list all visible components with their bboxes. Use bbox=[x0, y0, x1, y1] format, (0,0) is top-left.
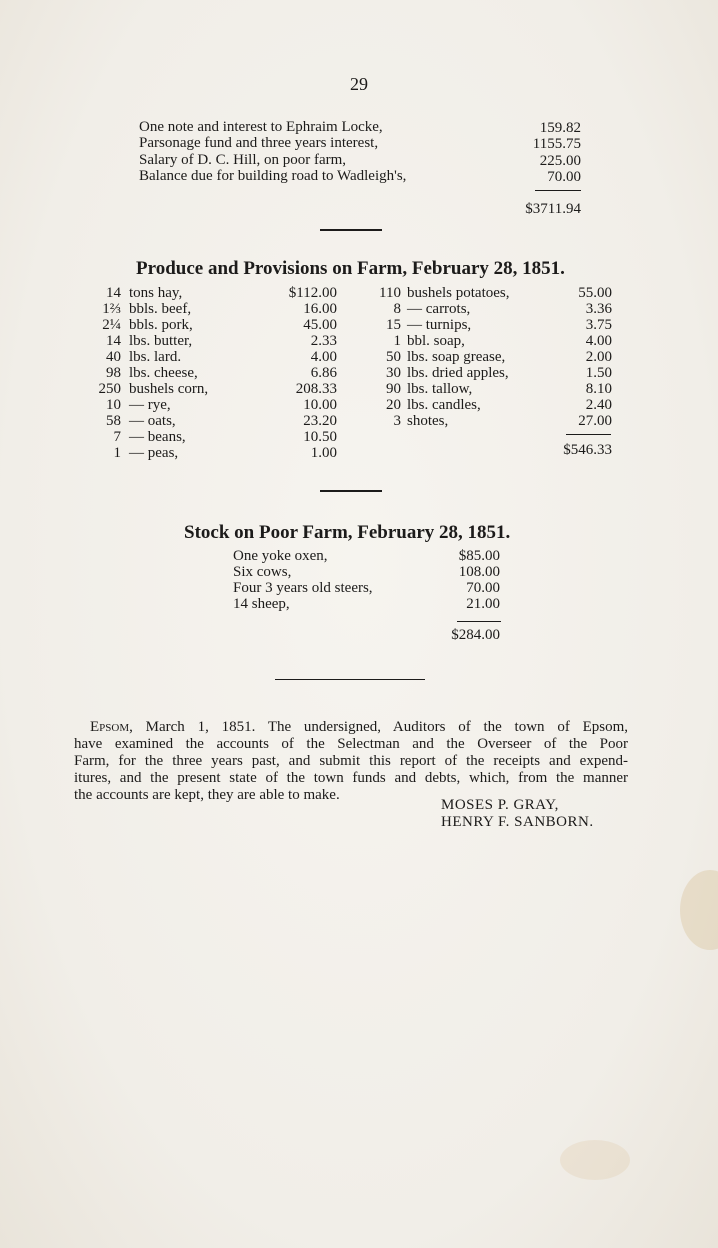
produce-qty: 1⅔ bbox=[102, 301, 121, 317]
statement-line: March 1, 1851. The undersigned, Auditors of the town of Epsom, bbox=[145, 719, 629, 735]
produce-label: — carrots, bbox=[407, 301, 471, 317]
stock-amount: 70.00 bbox=[466, 580, 500, 596]
produce-qty: 15 bbox=[386, 317, 401, 333]
produce-amount: 2.33 bbox=[310, 333, 337, 349]
account-label: Balance due for building road to Wadleigh's, bbox=[139, 168, 407, 184]
produce-amount: 2.40 bbox=[585, 397, 612, 413]
produce-amount: 1.00 bbox=[310, 445, 337, 461]
produce-amount: 6.86 bbox=[310, 365, 337, 381]
produce-qty: 8 bbox=[393, 301, 401, 317]
produce-amount: 16.00 bbox=[303, 301, 337, 317]
signature-name: MOSES P. GRAY, bbox=[441, 797, 559, 813]
section-divider bbox=[320, 490, 382, 492]
sum-rule bbox=[566, 434, 611, 435]
produce-label: lbs. lard. bbox=[129, 349, 182, 365]
produce-label: lbs. dried apples, bbox=[407, 365, 509, 381]
produce-qty: 250 bbox=[98, 381, 121, 397]
produce-amount: 27.00 bbox=[578, 413, 612, 429]
produce-amount: 2.00 bbox=[585, 349, 612, 365]
paper-stain bbox=[560, 1140, 630, 1180]
page-number: 29 bbox=[350, 74, 368, 94]
produce-label: lbs. cheese, bbox=[129, 365, 198, 381]
produce-qty: 58 bbox=[106, 413, 121, 429]
produce-amount: 8.10 bbox=[585, 381, 612, 397]
produce-amount: 4.00 bbox=[585, 333, 612, 349]
account-label: One note and interest to Ephraim Locke, bbox=[139, 119, 383, 135]
produce-qty: 110 bbox=[379, 285, 401, 301]
statement-place: Epsom, bbox=[90, 719, 133, 735]
produce-amount: 208.33 bbox=[295, 381, 337, 397]
stock-label: Six cows, bbox=[233, 564, 292, 580]
stock-label: 14 sheep, bbox=[233, 596, 290, 612]
produce-amount: 45.00 bbox=[303, 317, 337, 333]
produce-qty: 1 bbox=[113, 445, 121, 461]
produce-label: shotes, bbox=[407, 413, 449, 429]
signature-name: HENRY F. SANBORN. bbox=[441, 814, 594, 830]
produce-label: lbs. tallow, bbox=[407, 381, 473, 397]
produce-qty: 98 bbox=[106, 365, 121, 381]
stock-amount: 21.00 bbox=[466, 596, 500, 612]
statement-line: the accounts are kept, they are able to make. bbox=[74, 787, 340, 803]
stock-amount: $85.00 bbox=[458, 548, 500, 564]
produce-qty: 10 bbox=[106, 397, 121, 413]
section-divider bbox=[275, 679, 425, 680]
sum-rule bbox=[535, 190, 581, 191]
produce-amount: $112.00 bbox=[288, 285, 337, 301]
statement-line: have examined the accounts of the Selectman and the Overseer of the Poor bbox=[74, 736, 628, 752]
produce-label: bbl. soap, bbox=[407, 333, 465, 349]
produce-label: — rye, bbox=[129, 397, 171, 413]
sum-rule bbox=[457, 621, 501, 622]
produce-amount: 10.50 bbox=[303, 429, 337, 445]
produce-total: $546.33 bbox=[563, 442, 612, 458]
produce-label: tons hay, bbox=[129, 285, 183, 301]
produce-label: — beans, bbox=[129, 429, 186, 445]
account-label: Parsonage fund and three years interest, bbox=[139, 135, 379, 151]
account-label: Salary of D. C. Hill, on poor farm, bbox=[139, 152, 347, 168]
stock-total: $284.00 bbox=[451, 627, 500, 643]
accounts-total: $3711.94 bbox=[525, 201, 581, 217]
produce-qty: 1 bbox=[393, 333, 401, 349]
produce-amount: 3.36 bbox=[585, 301, 612, 317]
produce-qty: 90 bbox=[386, 381, 401, 397]
produce-heading: Produce and Provisions on Farm, February 28, 1851. bbox=[136, 258, 565, 279]
produce-qty: 7 bbox=[113, 429, 121, 445]
stock-label: Four 3 years old steers, bbox=[233, 580, 373, 596]
produce-qty: 50 bbox=[386, 349, 401, 365]
produce-label: — oats, bbox=[129, 413, 176, 429]
produce-label: bushels corn, bbox=[129, 381, 209, 397]
produce-amount: 23.20 bbox=[303, 413, 337, 429]
produce-label: lbs. soap grease, bbox=[407, 349, 506, 365]
statement-line: Farm, for the three years past, and submit this report of the receipts and expend- bbox=[74, 753, 628, 769]
produce-qty: 2¼ bbox=[102, 317, 121, 333]
produce-qty: 14 bbox=[106, 333, 121, 349]
produce-qty: 14 bbox=[106, 285, 121, 301]
produce-qty: 3 bbox=[393, 413, 401, 429]
produce-label: bbls. pork, bbox=[129, 317, 193, 333]
auditor-statement bbox=[74, 719, 628, 804]
account-amount: 1155.75 bbox=[532, 136, 581, 152]
produce-amount: 3.75 bbox=[585, 317, 612, 333]
stock-heading: Stock on Poor Farm, February 28, 1851. bbox=[184, 522, 511, 543]
stock-amount: 108.00 bbox=[458, 564, 500, 580]
stock-label: One yoke oxen, bbox=[233, 548, 328, 564]
produce-amount: 10.00 bbox=[303, 397, 337, 413]
account-amount: 70.00 bbox=[547, 169, 581, 185]
produce-label: bushels potatoes, bbox=[407, 285, 510, 301]
produce-label: — turnips, bbox=[407, 317, 472, 333]
produce-label: lbs. candles, bbox=[407, 397, 481, 413]
section-divider bbox=[320, 229, 382, 231]
produce-label: — peas, bbox=[129, 445, 179, 461]
statement-line: itures, and the present state of the town funds and debts, which, from the manner bbox=[74, 770, 628, 786]
produce-amount: 55.00 bbox=[578, 285, 612, 301]
produce-amount: 4.00 bbox=[310, 349, 337, 365]
produce-amount: 1.50 bbox=[585, 365, 612, 381]
produce-qty: 40 bbox=[106, 349, 121, 365]
produce-qty: 30 bbox=[386, 365, 401, 381]
account-amount: 159.82 bbox=[539, 120, 581, 136]
produce-qty: 20 bbox=[386, 397, 401, 413]
produce-label: lbs. butter, bbox=[129, 333, 193, 349]
paper-stain bbox=[680, 870, 718, 950]
produce-label: bbls. beef, bbox=[129, 301, 192, 317]
account-amount: 225.00 bbox=[539, 153, 581, 169]
